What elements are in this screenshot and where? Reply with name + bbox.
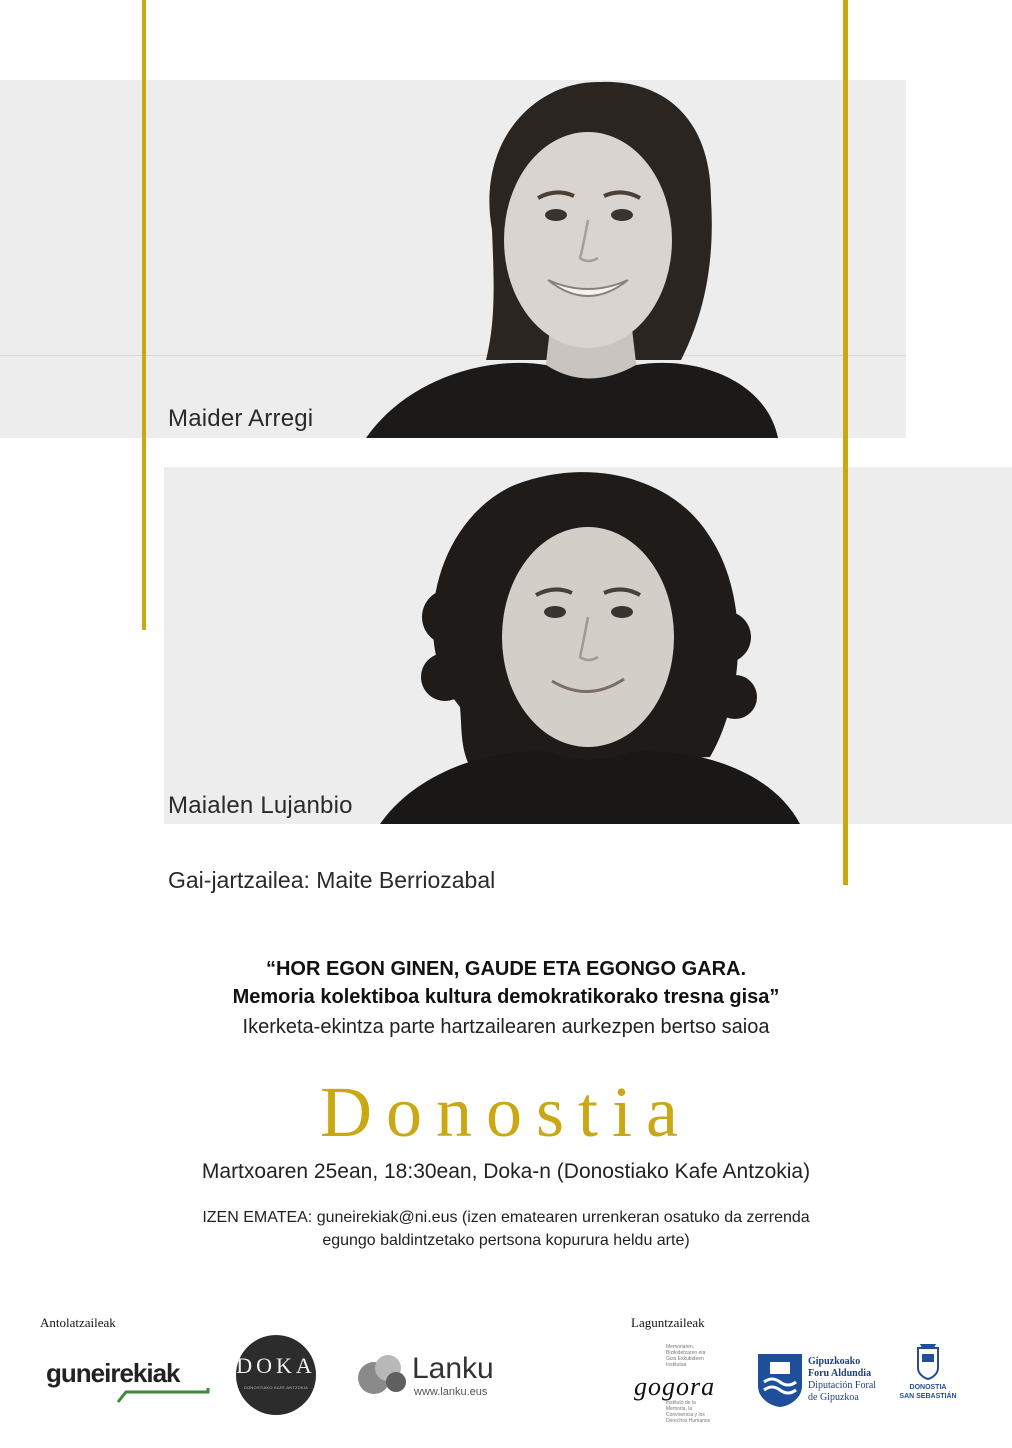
event-city: Donostia [320, 1072, 692, 1152]
event-title-line1: “HOR EGON GINEN, GAUDE ETA EGONGO GARA. [265, 958, 747, 980]
donostia-text-2: SAN SEBASTIÁN [899, 1393, 957, 1400]
guneirekiak-logo [46, 1358, 216, 1408]
speaker-name-2: Maialen Lujanbio [168, 792, 353, 819]
guneirekiak-logo-text-a: gune [46, 1358, 105, 1388]
supporters-heading: Laguntzaileak [631, 1315, 705, 1330]
gogora-logo-text: gogora [634, 1372, 716, 1401]
registration-line2: egungo baldintzetako pertsona kopurura heldu arte) [322, 1232, 690, 1249]
registration-line1: IZEN EMATEA: guneirekiak@ni.eus (izen ematearen urrenkeran osatuko da zerrenda [202, 1209, 810, 1226]
speaker-name-1: Maider Arregi [168, 405, 314, 432]
donostia-text-1: DONOSTIA [909, 1384, 947, 1391]
doka-logo-text: DOKA [236, 1353, 316, 1378]
gipuzkoa-text [808, 1356, 876, 1404]
doka-logo-subtext: DONOSTIAKO KAFE ANTZOKIA [244, 1385, 308, 1390]
lanku-circles-icon [356, 1352, 412, 1396]
guneirekiak-underline-icon [116, 1388, 212, 1406]
gipuzkoa-text-1: Gipuzkoako [808, 1356, 861, 1367]
guneirekiak-logo-text-b: irekiak [104, 1358, 180, 1388]
lanku-url: www.lanku.eus [414, 1386, 488, 1398]
organizers-heading: Antolatzaileak [40, 1315, 116, 1330]
event-title-line2: Memoria kolektiboa kultura demokratikorako tresna gisa” [232, 986, 780, 1008]
event-date-venue: Martxoaren 25ean, 18:30ean, Doka-n (Donostiako Kafe Antzokia) [201, 1160, 811, 1183]
gogora-logo-bottom: Instituto de la Memoria, la Convivencia y los Derechos Humanos [666, 1400, 711, 1424]
portrait-maialen-lujanbio [350, 467, 820, 824]
event-subtitle: Ikerketa-ekintza parte hartzailearen aurkezpen bertso saioa [242, 1016, 770, 1038]
gipuzkoa-text-4: de Gipuzkoa [808, 1392, 859, 1403]
moderator-line: Gai-jartzailea: Maite Berriozabal [168, 867, 496, 893]
gipuzkoa-text-3: Diputación Foral [808, 1380, 877, 1391]
portrait-maider-arregi [366, 80, 778, 438]
gipuzkoa-text-2: Foru Aldundia [808, 1368, 872, 1379]
gold-line-right [843, 0, 848, 885]
doka-logo [236, 1335, 316, 1415]
donostia-crest-icon [914, 1342, 942, 1380]
gold-line-left [142, 0, 146, 630]
gipuzkoa-shield-icon [756, 1352, 804, 1408]
lanku-logo-text: Lanku [412, 1352, 494, 1385]
gogora-logo-top: Memoriaren, Bizikidetzaren eta Giza Eskubideen Institutua [666, 1344, 706, 1368]
